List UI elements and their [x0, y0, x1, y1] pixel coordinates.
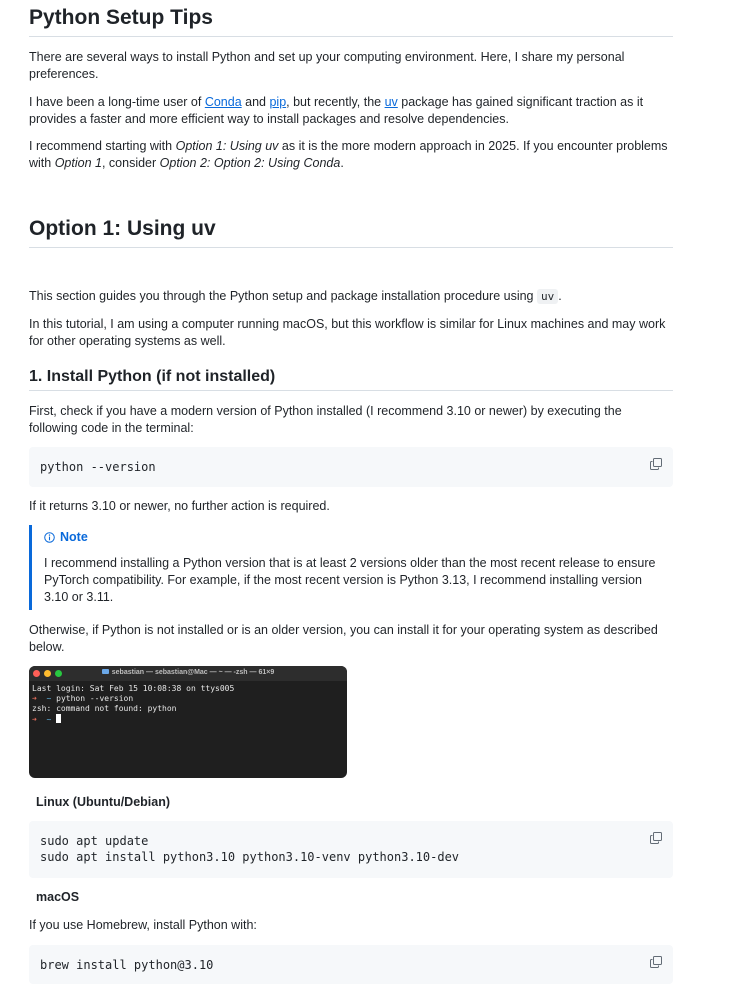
code-block-macos — [29, 945, 673, 984]
note-callout — [29, 525, 676, 610]
uv-link[interactable]: uv — [384, 95, 398, 109]
terminal-screenshot — [29, 666, 347, 778]
install-paragraph-3: Otherwise, if Python is not installed or is an older version, you can install it for your operating system as described below. — [29, 623, 658, 654]
linux-heading: Linux (Ubuntu/Debian) — [36, 795, 171, 809]
copy-icon[interactable] — [650, 458, 662, 470]
inline-code: uv — [537, 289, 558, 304]
prompt-arrow-icon: ➜ — [32, 694, 37, 703]
text: . — [558, 289, 562, 303]
terminal-line-2 — [32, 694, 133, 704]
code-line-1: sudo apt update — [40, 834, 149, 848]
terminal-line-3: zsh: command not found: python — [32, 704, 177, 713]
emphasis: Option 1 — [54, 156, 102, 170]
intro-paragraph-1: There are several ways to install Python and set up your computing environment. Here, I share my personal preferences. — [29, 50, 625, 81]
code-block-python-version — [29, 447, 673, 487]
terminal-line-4 — [32, 714, 61, 725]
info-icon — [44, 532, 55, 543]
prompt-tilde: ~ — [46, 715, 52, 724]
conda-link[interactable]: Conda — [204, 95, 242, 109]
intro-paragraph-3 — [29, 138, 669, 172]
code-text: python --version — [40, 460, 156, 474]
option1-heading: Option 1: Using uv — [29, 217, 216, 240]
code-line-2: sudo apt install python3.10 python3.10-venv python3.10-dev — [40, 850, 460, 864]
text: , consider — [101, 156, 160, 170]
prompt-tilde: ~ — [46, 694, 52, 703]
text: as it is the more modern approach in 2025. If you encounter problems with — [29, 139, 668, 170]
terminal-command: python --version — [56, 694, 134, 703]
prompt-arrow-icon: ➜ — [32, 715, 37, 724]
text: . — [340, 156, 344, 170]
copy-icon[interactable] — [650, 832, 662, 844]
text: This section guides you through the Python setup and package installation procedure using — [29, 289, 537, 303]
terminal-title — [29, 668, 347, 678]
terminal-line-1: Last login: Sat Feb 15 10:08:38 on ttys005 — [32, 684, 235, 693]
note-title: Note — [60, 530, 88, 544]
macos-heading: macOS — [36, 890, 80, 904]
note-text: I recommend installing a Python version that is at least 2 versions older than the most recent release to ensure PyTorch compatibility. For example, if the most recent version is Python 3.13, I recommend installing version 3.10 or 3.11. — [44, 556, 656, 604]
note-header — [44, 529, 88, 546]
page-title: Python Setup Tips — [29, 6, 213, 29]
title-divider — [29, 36, 673, 37]
emphasis: Option 1: Using uv — [175, 139, 279, 153]
intro-paragraph-2 — [29, 94, 674, 128]
install-heading: 1. Install Python (if not installed) — [29, 368, 276, 385]
text: , but recently, the — [286, 95, 385, 109]
terminal-titlebar — [29, 666, 347, 681]
option1-paragraph-1 — [29, 288, 673, 305]
terminal-cursor — [56, 714, 61, 723]
copy-icon[interactable] — [650, 956, 662, 968]
pip-link[interactable]: pip — [269, 95, 287, 109]
option1-divider — [29, 247, 673, 248]
terminal-title-text: sebastian — sebastian@Mac — ~ — -zsh — 61×9 — [111, 669, 275, 676]
text: I have been a long-time user of — [29, 95, 205, 109]
text: package has gained significant traction as it provides a faster and more efficient way to install packages and resolve dependencies. — [29, 95, 644, 126]
option1-paragraph-2: In this tutorial, I am using a computer running macOS, but this workflow is similar for Linux machines and may work for other operating systems as well. — [29, 317, 666, 348]
code-text: brew install python@3.10 — [40, 958, 214, 972]
macos-paragraph: If you use Homebrew, install Python with: — [29, 918, 257, 932]
code-block-linux — [29, 821, 673, 878]
folder-icon — [102, 669, 109, 674]
text: I recommend starting with — [29, 139, 176, 153]
text: and — [241, 95, 270, 109]
emphasis: Option 2: Option 2: Using Conda — [159, 156, 341, 170]
install-paragraph-2: If it returns 3.10 or newer, no further action is required. — [29, 499, 330, 513]
install-paragraph-1: First, check if you have a modern version of Python installed (I recommend 3.10 or newer) by executing the following code in the terminal: — [29, 404, 622, 435]
install-divider — [29, 390, 673, 391]
